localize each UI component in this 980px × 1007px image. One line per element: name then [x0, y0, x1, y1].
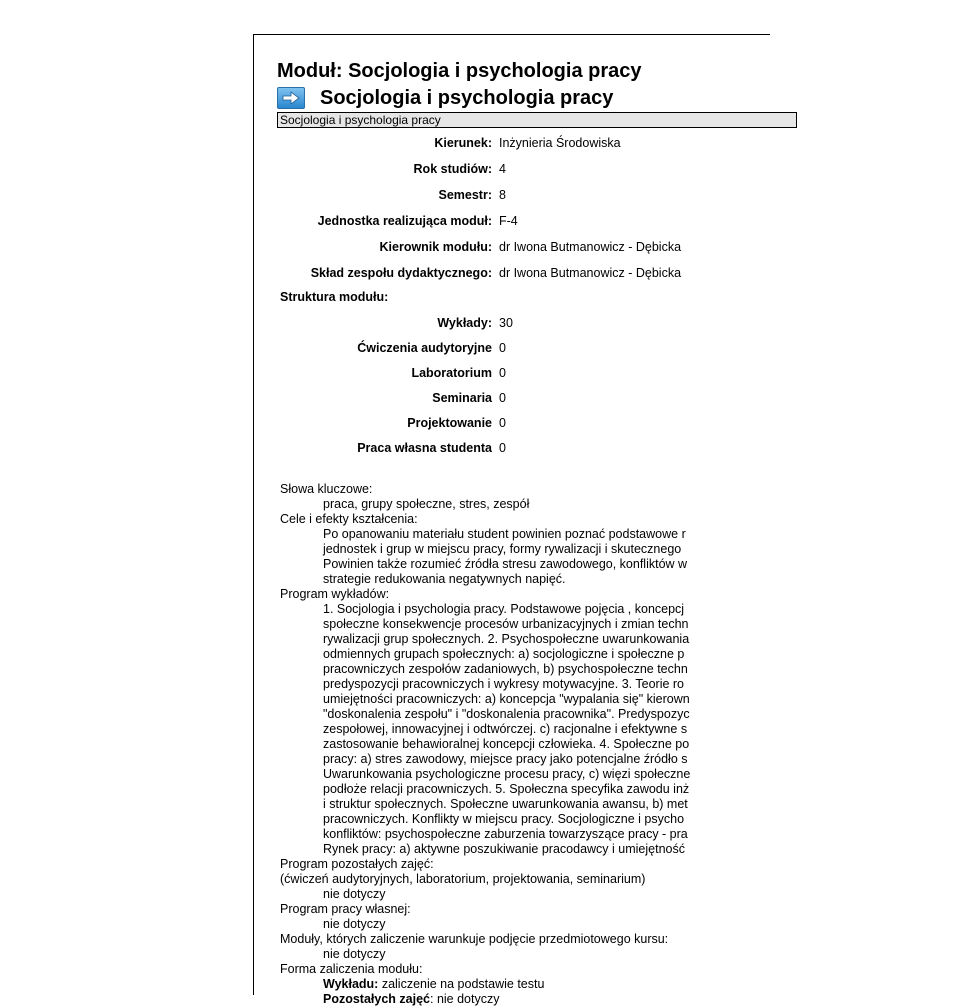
- structure-label-item: Laboratorium: [411, 366, 492, 380]
- field-value: 8: [499, 188, 506, 202]
- module-title: Moduł: Socjologia i psychologia pracy: [277, 60, 642, 82]
- structure-value: 0: [499, 341, 506, 355]
- course-header: [277, 84, 877, 112]
- structure-label-item: Seminaria: [432, 391, 492, 405]
- lectures-line: pracowniczych zespołów zadaniowych, b) psychospołeczne techn: [323, 662, 688, 676]
- other-classes-value: nie dotyczy: [323, 887, 386, 901]
- lectures-line: predyspozycji pracowniczych i wykresy motywacyjne. 3. Teorie ro: [323, 677, 685, 691]
- goals-lines: [280, 527, 980, 587]
- field-label: Kierunek:: [434, 136, 492, 150]
- lectures-line: zespołowej, innowacyjnej i odtwórczej. c) racjonalne i efektywne s: [323, 722, 688, 736]
- field-value: 4: [499, 162, 506, 176]
- document-page: [253, 34, 770, 1006]
- lectures-line: umiejętności pracowniczych: a) koncepcja "wypalania się" kierown: [323, 692, 690, 706]
- structure-value: 0: [499, 441, 506, 455]
- lectures-line: "doskonalenia zespołu" i "doskonalenia pracownika". Predyspozyc: [323, 707, 690, 721]
- structure-label-item: Ćwiczenia audytoryjne: [357, 341, 492, 355]
- goals-line: strategie redukowania negatywnych napięć.: [323, 572, 566, 586]
- own-work-heading: Program pracy własnej:: [280, 902, 411, 916]
- assessment-lecture-label: Wykładu:: [323, 977, 379, 991]
- module-description: [280, 482, 980, 1007]
- assessment-other-value: : nie dotyczy: [430, 992, 500, 1006]
- field-label: Kierownik modułu:: [379, 240, 492, 254]
- structure-label-item: Projektowanie: [407, 416, 492, 430]
- structure-value: 0: [499, 391, 506, 405]
- course-title: Socjologia i psychologia pracy: [320, 86, 614, 109]
- structure-label-item: Wykłady:: [437, 316, 492, 330]
- lectures-line: rywalizacji grup społecznych. 2. Psychospołeczne uwarunkowania: [323, 632, 690, 646]
- keywords-heading: Słowa kluczowe:: [280, 482, 373, 496]
- lectures-line: odmiennych grupach społecznych: a) socjologiczne i społeczne p: [323, 647, 685, 661]
- field-label: Skład zespołu dydaktycznego:: [310, 266, 492, 280]
- lectures-line: 1. Socjologia i psychologia pracy. Podstawowe pojęcia , koncepcj: [323, 602, 685, 616]
- field-label: Rok studiów:: [413, 162, 492, 176]
- module-content: [277, 59, 877, 1006]
- structure-value: 30: [499, 316, 513, 330]
- field-value: F-4: [499, 214, 518, 228]
- structure-label: Struktura modułu:: [280, 290, 389, 304]
- goals-line: jednostek i grup w miejscu pracy, formy rywalizacji i skutecznego: [323, 542, 682, 556]
- structure-label-item: Praca własna studenta: [357, 441, 492, 455]
- own-work-value: nie dotyczy: [323, 917, 386, 931]
- arrow-right-icon[interactable]: [277, 87, 305, 109]
- lectures-heading: Program wykładów:: [280, 587, 390, 601]
- assessment-other-label: Pozostałych zajęć: [323, 992, 430, 1006]
- structure-value: 0: [499, 366, 506, 380]
- field-value: Inżynieria Środowiska: [499, 136, 621, 150]
- goals-line: Po opanowaniu materiału student powinien poznać podstawowe r: [323, 527, 686, 541]
- structure-value: 0: [499, 416, 506, 430]
- goals-line: Powinien także rozumieć źródła stresu zawodowego, konfliktów w: [323, 557, 688, 571]
- lectures-line: Uwarunkowania psychologiczne procesu pracy, c) więzi społeczne: [323, 767, 691, 781]
- other-classes-heading: Program pozostałych zajęć:: [280, 857, 434, 871]
- field-label: Jednostka realizująca moduł:: [317, 214, 492, 228]
- prerequisites-heading: Moduły, których zaliczenie warunkuje podjęcie przedmiotowego kursu:: [280, 932, 669, 946]
- lectures-line: konfliktów: psychospołeczne zaburzenia towarzyszące pracy - pra: [323, 827, 688, 841]
- assessment-lecture-value: zaliczenie na podstawie testu: [378, 977, 545, 991]
- lectures-line: zastosowanie behawioralnej koncepcji człowieka. 4. Społeczne po: [323, 737, 690, 751]
- lectures-line: pracowniczych. Konflikty w miejscu pracy. Socjologiczne i psycho: [323, 812, 685, 826]
- field-label: Semestr:: [438, 188, 492, 202]
- field-value: dr Iwona Butmanowicz - Dębicka: [499, 266, 682, 280]
- course-bar: Socjologia i psychologia pracy: [277, 112, 797, 128]
- goals-heading: Cele i efekty kształcenia:: [280, 512, 418, 526]
- assessment-heading: Forma zaliczenia modułu:: [280, 962, 423, 976]
- assessment-lecture: [280, 977, 980, 992]
- assessment-other: [280, 992, 980, 1007]
- lectures-line: Rynek pracy: a) aktywne poszukiwanie pracodawcy i umiejętność: [323, 842, 685, 856]
- lectures-line: i struktur społecznych. Społeczne uwarunkowania awansu, b) met: [323, 797, 688, 811]
- keywords-value: praca, grupy społeczne, stres, zespół: [323, 497, 530, 511]
- prerequisites-value: nie dotyczy: [323, 947, 386, 961]
- lectures-lines: [280, 602, 980, 857]
- lectures-line: pracy: a) stres zawodowy, miejsce pracy jako potencjalne źródło s: [323, 752, 688, 766]
- field-value: dr Iwona Butmanowicz - Dębicka: [499, 240, 682, 254]
- other-classes-sub: (ćwiczeń audytoryjnych, laboratorium, projektowania, seminarium): [280, 872, 646, 886]
- lectures-line: podłoże relacji pracowniczych. 5. Społeczna specyfika zawodu inż: [323, 782, 690, 796]
- lectures-line: społeczne konsekwencje procesów urbanizacyjnych i zmian techn: [323, 617, 689, 631]
